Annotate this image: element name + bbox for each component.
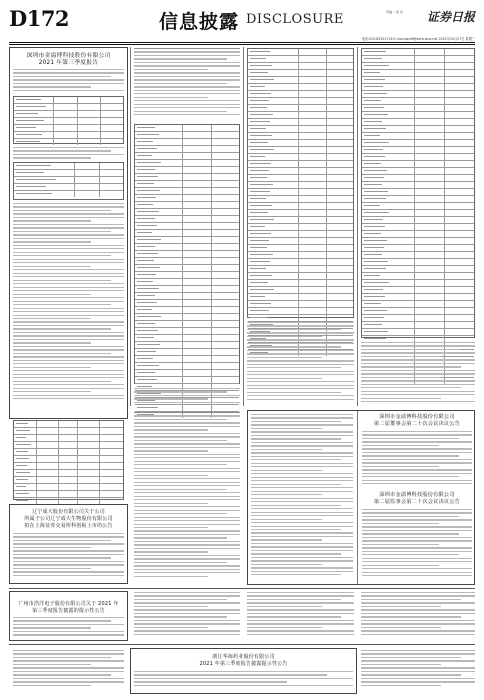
article-subtitle: 拟在上海证券交易所科创板上市的公告 — [24, 523, 113, 529]
article-title: 深圳市金溢博科技股份有限公司 — [379, 492, 455, 498]
article-body — [251, 414, 353, 580]
article-body — [361, 342, 475, 406]
column-divider — [130, 47, 131, 406]
article-title: 浙江华海药业股份有限公司 — [212, 654, 275, 660]
article-title: 辽宁成大股份有限公司关于公司 — [32, 509, 105, 515]
section-rule — [9, 644, 475, 645]
financial-table — [13, 96, 124, 144]
column-divider — [357, 411, 358, 584]
article-subtitle: 第二届董事会第二十次会议决议公告 — [373, 421, 461, 427]
shareholder-table — [13, 420, 124, 500]
article-title: 广州市浩洋电子股份有限公司关于 2021 年 — [18, 601, 119, 607]
article-body — [362, 431, 472, 487]
article-body — [247, 592, 354, 640]
article-body — [361, 592, 475, 640]
article-body — [13, 617, 124, 639]
article-subtitle: 所属子公司辽宁成大生物股份有限公司 — [24, 516, 113, 522]
balance-sheet-table — [134, 124, 240, 384]
page-header — [9, 6, 475, 42]
article-body — [247, 322, 354, 406]
article-title: 深圳市金溢博科技股份有限公司 — [379, 414, 455, 420]
article-title: 深圳市金溢博科技股份有限公司 — [26, 53, 111, 59]
cash-flow-table — [247, 48, 354, 318]
article-subtitle: 2021 年第三季度报告披露提示性公告 — [199, 661, 288, 667]
article-body — [134, 388, 240, 406]
article-body — [134, 412, 240, 582]
article-body — [361, 650, 475, 692]
profit-statement-table — [361, 48, 475, 338]
column-divider — [357, 47, 358, 406]
article-body — [13, 650, 124, 692]
header-rule — [9, 42, 475, 43]
article-body — [134, 671, 353, 691]
section-title: 信息披露 — [159, 11, 240, 33]
column-divider — [243, 47, 244, 406]
article-body — [13, 147, 124, 161]
header-rule-thin — [9, 44, 475, 45]
article-body — [13, 203, 124, 410]
financial-table — [13, 162, 124, 200]
section-title-english: DISCLOSURE — [246, 12, 344, 27]
article-subtitle: 2021 年第三季度报告 — [38, 60, 99, 66]
article-body — [134, 48, 240, 120]
article-subtitle: 第二届监事会第二十次会议决议公告 — [373, 499, 461, 505]
newspaper-logo: 证券日报 — [426, 10, 475, 24]
article-body — [362, 509, 472, 581]
section-rule — [9, 588, 475, 589]
article-body — [13, 69, 124, 95]
page-number: D172 — [9, 6, 70, 31]
contact-line: 电话:010-83251716 E-mail:zqrb9@zqrb.sina.net 2021年10月27日 星期三 — [361, 37, 475, 41]
article-body — [134, 592, 240, 640]
editor-line: 责编 ：杨 萍 — [386, 10, 403, 14]
article-body — [13, 533, 124, 581]
article-subtitle: 第三季度报告披露的提示性公告 — [32, 608, 105, 614]
